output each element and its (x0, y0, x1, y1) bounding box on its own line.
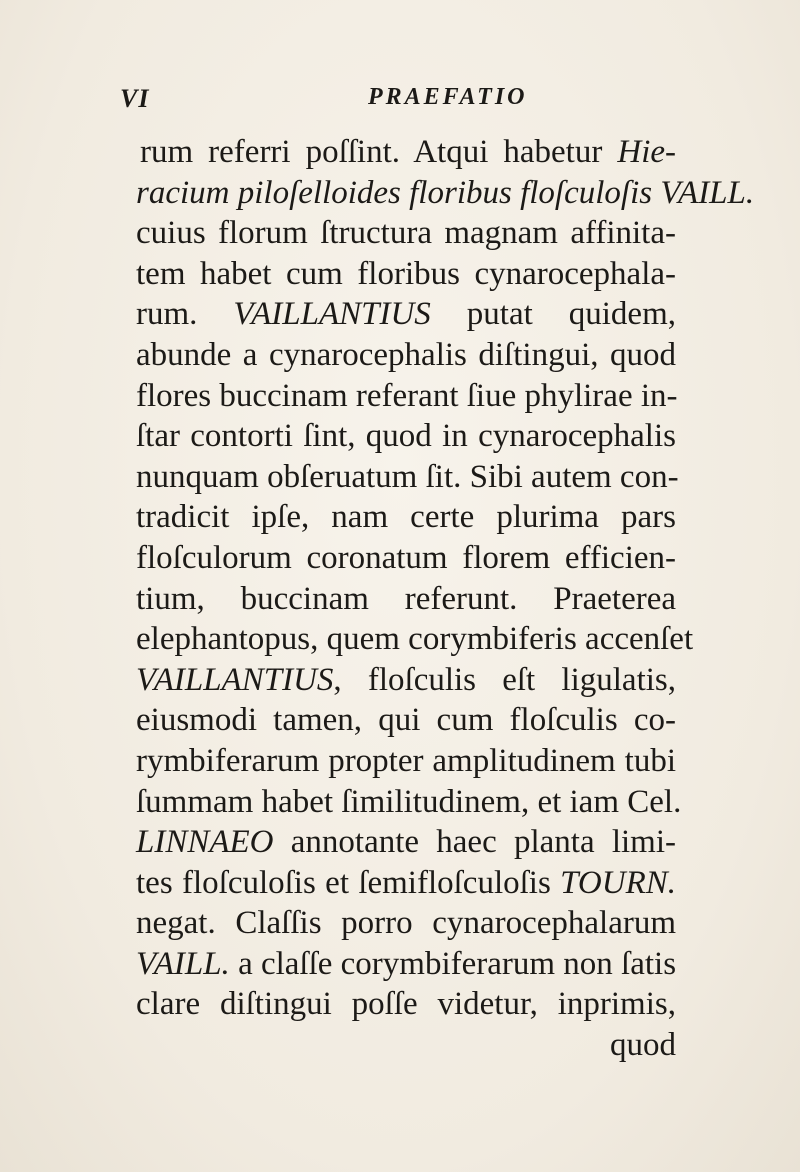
text-line: tem habet cum floribus cynarocephala- (136, 255, 676, 292)
text-line: tradicit ipſe, nam certe plurima pars (136, 499, 676, 536)
text-line: eiusmodi tamen, qui cum floſculis co- (136, 702, 676, 739)
text-line: elephantopus, quem corymbiferis accenſet (136, 621, 694, 658)
text-line: LINNAEO annotante haec planta limi- (136, 824, 676, 861)
italic-run: Hie- (617, 134, 676, 170)
italic-run: LINNAEO (136, 824, 274, 861)
text-line: rymbiferarum propter amplitudinem tubi (136, 742, 676, 779)
italic-run: VAILLANTIUS (233, 296, 431, 333)
text-line: ſtar contorti ſint, quod in cynarocephalis (136, 418, 676, 455)
italic-run: VAILL. (136, 945, 230, 982)
text-line: clare diſtingui poſſe videtur, inprimis, (136, 986, 676, 1023)
text-line: tium, buccinam referunt. Praeterea (136, 580, 676, 617)
italic-run: VAILLANTIUS (136, 661, 334, 698)
italic-run: TOURN. (560, 864, 676, 901)
text-line: tes floſculoſis et ſemifloſculoſis TOURN. (136, 864, 676, 901)
text-line: VAILL. a claſſe corymbiferarum non ſatis (136, 945, 677, 982)
italic-run: racium piloſelloides floribus floſculoſis VAILL. (136, 174, 755, 211)
text-line: cuius florum ſtructura magnam affinita- (136, 215, 676, 252)
text-line: abunde a cynarocephalis diſtingui, quod (136, 336, 676, 373)
page-header (0, 84, 800, 124)
text-line: flores buccinam referant ſiue phylirae in- (136, 377, 678, 414)
text-line: floſculorum coronatum florem efficien- (136, 539, 676, 576)
text-line: rum referri poſſint. Atqui habetur Hie- (140, 134, 676, 170)
body-text (136, 132, 755, 1066)
text-line: VAILLANTIUS, floſculis eſt ligulatis, (136, 661, 676, 698)
text-line: negat. Claſſis porro cynarocephalarum (136, 905, 676, 942)
text-line: nunquam obſeruatum ſit. Sibi autem con- (136, 458, 679, 495)
page-number: VI (120, 84, 150, 113)
running-title: PRAEFATIO (368, 84, 528, 110)
text-line (136, 173, 755, 214)
text-line: ſummam habet ſimilitudinem, et iam Cel. (136, 783, 682, 820)
text-line: rum. VAILLANTIUS putat quidem, (136, 296, 676, 333)
catchword: quod (610, 1027, 676, 1064)
